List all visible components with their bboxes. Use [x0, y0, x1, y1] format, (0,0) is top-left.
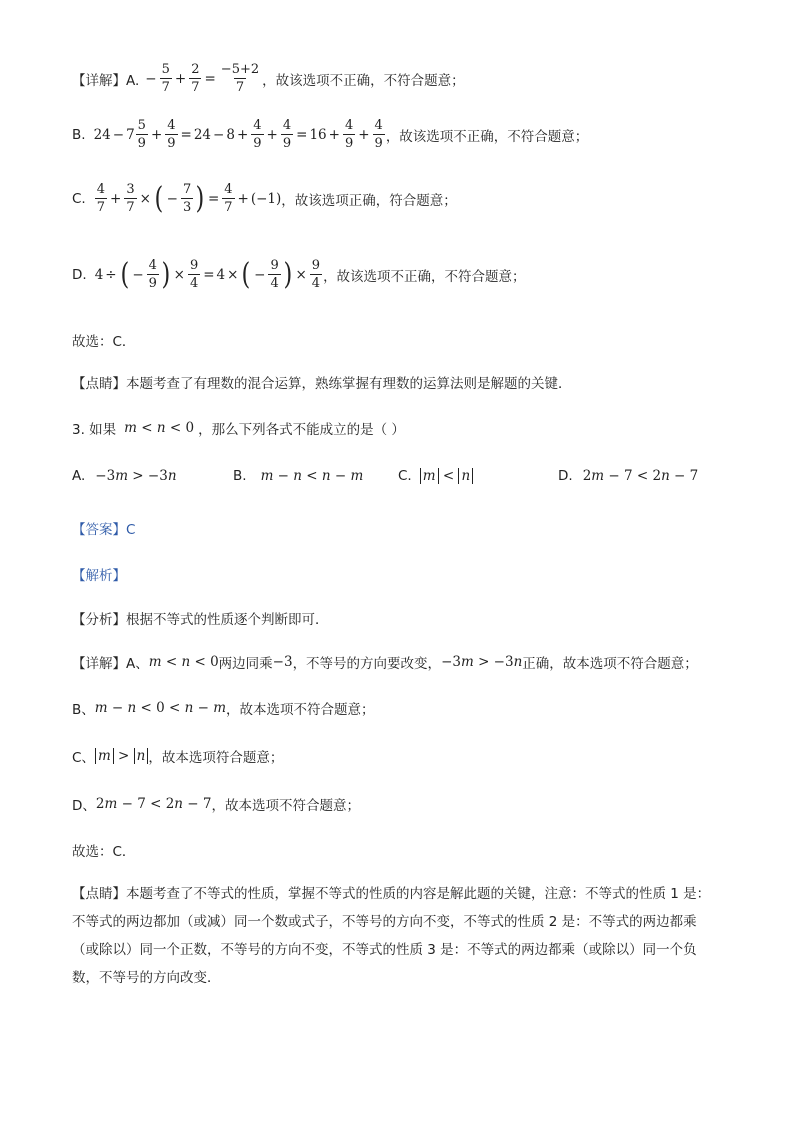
detail2-c-line: [72, 746, 283, 766]
detail-b-line: [72, 118, 588, 151]
detail2-a-line: [72, 652, 698, 672]
choose-line-2: [72, 840, 135, 860]
detail2-a-mid1: 两边同乘: [218, 656, 273, 672]
d2-c-suffix: ，故本选项符合题意；: [148, 750, 284, 766]
detail-d-line: [72, 258, 526, 291]
option-a-formula: −3 m > −3 n: [95, 468, 177, 484]
comment-paragraph-2: 【点睛】本题考查了不等式的性质，掌握不等式的性质的内容是解此题的关键，注意：不等式的性质 1 是：不等式的两边都加（或减）同一个数或式子，不等号的方向不变，不等式的性质 2 是：不等式的两边都乘（或除以）同一个正数，不等号的方向不变，不等式的性质 3 是：不等式的两边都乘（或除以）同一个负数，不等号的方向改变．: [72, 886, 711, 986]
option-a[interactable]: [72, 468, 177, 484]
detail2-a-result: −3 m > −3 n: [441, 654, 523, 670]
choose-line-1: [72, 330, 135, 350]
detail2-a-prefix: 【详解】A、: [72, 656, 149, 672]
fenxi-text: 【分析】根据不等式的性质逐个判断即可．: [72, 612, 329, 628]
option-b[interactable]: [233, 468, 363, 484]
d2-b-formula: m − n < 0 < n − m: [94, 700, 226, 716]
question-3: [72, 418, 405, 438]
option-a-label: A.: [72, 468, 86, 484]
option-b-formula: m − n < n − m: [260, 468, 364, 484]
d2-c-prefix: C、: [72, 750, 95, 766]
q3-condition: m < n < 0: [124, 420, 195, 436]
d2-b-prefix: B、: [72, 702, 95, 718]
detail-a-line: [72, 62, 465, 95]
choose-text-1: 故选：C．: [72, 334, 136, 350]
option-d[interactable]: [558, 468, 698, 484]
d2-d-suffix: ，故本选项不符合题意；: [211, 798, 360, 814]
detail2-b-line: [72, 698, 375, 718]
d-suffix: ，故该选项不正确，不符合题意；: [323, 268, 526, 285]
fenxi-line: [72, 608, 329, 628]
comment-text-1: 【点睛】本题考查了有理数的混合运算，熟练掌握有理数的运算法则是解题的关键．: [72, 376, 572, 392]
option-c-label: C.: [398, 468, 412, 484]
d2-c-formula: m > n: [95, 748, 148, 764]
c-suffix: ，故该选项正确，符合题意；: [281, 192, 457, 209]
q3-suffix: ，那么下列各式不能成立的是（ ）: [198, 422, 405, 438]
detail-c-formula: $\frac{4}{7}$ + $\frac{3}{7}$ × ( − $\frac{7}{3}$ ) = $\frac{4}{7}$ + (−1): [96, 180, 282, 216]
detail-a-prefix: 【详解】A.: [72, 72, 140, 89]
analysis-text: 【解析】: [72, 568, 126, 584]
option-d-formula: 2 m − 7 < 2 n − 7: [582, 468, 699, 484]
d-prefix: D.: [72, 266, 87, 283]
detail-b-formula: 24 − 7 $\frac{5}{9}$ + $\frac{4}{9}$ = 24 − 8 + $\frac{4}{9}$ + $\frac{4}{9}$ = 16 + $\frac{4}{9}$ + $\frac{4}{9}$: [93, 118, 383, 151]
option-c[interactable]: [398, 468, 473, 484]
detail2-a-factor: −3: [272, 654, 293, 670]
b-suffix: ，故该选项不正确，不符合题意；: [385, 128, 589, 145]
detail2-d-line: [72, 794, 360, 814]
comment-line-1: [72, 372, 572, 392]
answer-line: [72, 518, 135, 538]
detail2-a-mid2: ，不等号的方向要改变，: [292, 656, 442, 672]
detail2-a-suffix: 正确，故本选项不符合题意；: [522, 656, 698, 672]
detail-a-suffix: ，故该选项不正确，不符合题意；: [262, 72, 465, 89]
option-b-label: B.: [233, 468, 247, 484]
detail-a-formula: − $\frac{5}{7}$ + $\frac{2}{7}$ = $\frac{-5+2}{7}$: [145, 62, 260, 95]
choose-text-2: 故选：C．: [72, 844, 136, 860]
option-c-formula: m < n: [420, 468, 473, 484]
analysis-line: [72, 564, 126, 584]
q3-prefix: 3. 如果: [72, 422, 117, 438]
b-prefix: B.: [72, 126, 86, 143]
d2-b-suffix: ，故本选项不符合题意；: [226, 702, 375, 718]
d2-d-prefix: D、: [72, 798, 96, 814]
c-prefix: C.: [72, 190, 86, 207]
detail-d-formula: 4 ÷ ( − $\frac{4}{9}$ ) × $\frac{9}{4}$ = 4 × ( − $\frac{9}{4}$ ) × $\frac{9}{4}$: [94, 256, 321, 292]
answer-text: 【答案】C: [72, 522, 136, 538]
option-d-label: D.: [558, 468, 573, 484]
detail-c-line: [72, 182, 457, 215]
d2-d-formula: 2 m − 7 < 2 n − 7: [95, 796, 212, 812]
detail2-a-cond: m < n < 0: [148, 654, 219, 670]
